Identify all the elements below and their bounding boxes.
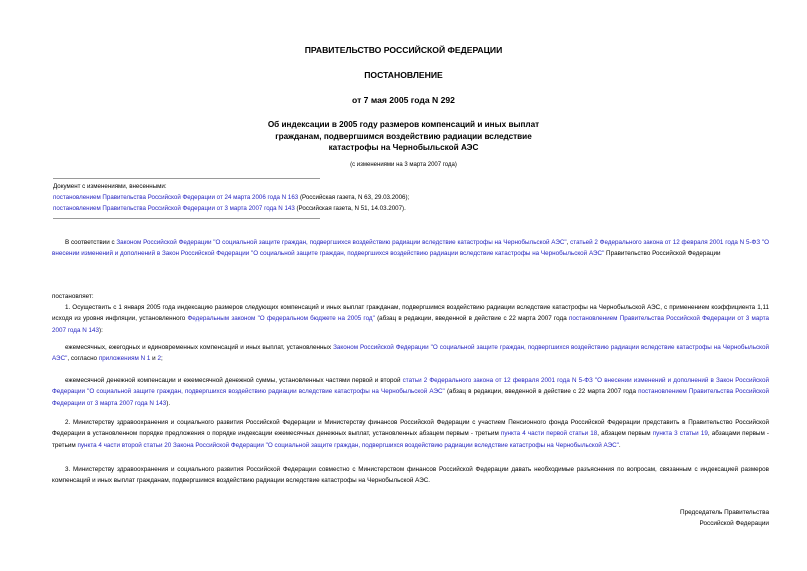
decides-heading: постановляет: — [52, 293, 94, 300]
paragraph-1: 1. Осуществить с 1 января 2005 года индексацию размеров следующих компенсаций и иных выплат гражданам, подвергшимся воздействию радиации вследствие катастрофы на Чернобыльской АЭС, с применением коэффициента 1,11 исходя из уровня инфляции, установленного Федеральным законом "О федеральном бюджете на 2005 год" (абзац в редакции, введенной в действие с 22 марта 2007 года постановлением Правительства Российской Федерации от 3 марта 2007 года N 143): — [52, 304, 770, 334]
document-type: ПОСТАНОВЛЕНИЕ — [364, 70, 443, 80]
law-link[interactable]: пункта 3 статьи 19 — [652, 430, 708, 438]
law-link[interactable]: Федеральным законом "О федеральном бюджете на 2005 год" — [187, 315, 375, 323]
preamble-paragraph: В соответствии с Законом Российской Федерации "О социальной защите граждан, подвергшихся воздействию радиации вследствие катастрофы на Чернобыльской АЭС", статьей 2 Федерального закона от 12 февраля 2001 года N 5-ФЗ "О внесении изменений и дополнений в Закон Российской Федерации "О социальной защите граждан, подвергшихся воздействию радиации вследствие катастрофы на Чернобыльской АЭС" Правительство Российской Федерации — [52, 239, 770, 258]
law-link[interactable]: Законом Российской Федерации "О социальной защите граждан, подвергшихся воздействию радиации вследствие катастрофы на Чернобыльской АЭС" — [116, 239, 567, 246]
law-link[interactable]: пункта 4 части первой статьи 18 — [500, 430, 598, 438]
divider — [53, 178, 320, 179]
signature-block — [680, 507, 769, 529]
document-title — [0, 119, 807, 154]
amendment-item — [53, 192, 409, 203]
paragraph-3: 3. Министерству здравоохранения и социального развития Российской Федерации совместно с Министерством финансов Российской Федерации давать необходимые разъяснения по вопросам, связанным с индексацией размеров компенсаций и иных выплат гражданам, подвергшимся воздействию радиации вследствие катастрофы на Чернобыльской АЭС. — [52, 466, 769, 485]
law-link[interactable]: статьи 2 Федерального закона от 12 февраля 2001 года N 5-ФЗ "О внесении изменений и дополнений в Закон Российской Федерации "О социальной защите граждан, подвергшихся воздействию радиации вследствие катастрофы на Чернобыльской АЭС" — [52, 377, 769, 396]
signature-title: Председатель Правительства — [680, 509, 769, 516]
title-line: катастрофы на Чернобыльской АЭС — [328, 143, 479, 152]
amendment-ref-link[interactable]: постановлением Правительства Российской Федерации от 3 марта 2007 года N 143 — [52, 388, 769, 407]
amendment-source: (Российская газета, N 63, 29.03.2006); — [298, 194, 410, 201]
appendix-link[interactable]: 2 — [157, 355, 161, 363]
issuing-authority: ПРАВИТЕЛЬСТВО РОССИЙСКОЙ ФЕДЕРАЦИИ — [304, 45, 503, 55]
document-date-number: от 7 мая 2005 года N 292 — [352, 95, 455, 105]
amendment-ref-link[interactable]: постановлением Правительства Российской Федерации от 3 марта 2007 года N 143 — [52, 315, 770, 334]
law-link[interactable]: Законом Российской Федерации "О социальной защите граждан, подвергшихся воздействию радиации вследствие катастрофы на Чернобыльской АЭС" — [52, 344, 769, 363]
amendments-intro: Документ с изменениями, внесенными: — [53, 183, 167, 190]
law-link[interactable]: статьей 2 Федерального закона от 12 февраля 2001 года N 5-ФЗ "О внесении изменений и дополнений в Закон Российской Федерации "О социальной защите граждан, подвергшихся воздействию радиации вследствие катастрофы на Чернобыльской АЭС" — [52, 239, 770, 258]
amendment-item — [53, 203, 409, 214]
paragraph-1-item-a: ежемесячных, ежегодных и единовременных компенсаций и иных выплат, установленных Законом Российской Федерации "О социальной защите граждан, подвергшихся воздействию радиации вследствие катастрофы на Чернобыльской АЭС", согласно приложениям N 1 и 2; — [52, 344, 769, 363]
changes-note: (с изменениями на 3 марта 2007 года) — [350, 162, 457, 168]
appendix-link[interactable]: приложениям N 1 — [98, 355, 151, 363]
paragraph-1-item-b: ежемесячной денежной компенсации и ежемесячной денежной суммы, установленных частями первой и второй статьи 2 Федерального закона от 12 февраля 2001 года N 5-ФЗ "О внесении изменений и дополнений в Закон Российской Федерации "О социальной защите граждан, подвергшихся воздействию радиации вследствие катастрофы на Чернобыльской АЭС" (абзац в редакции, введенной в действие с 22 марта 2007 года постановлением Правительства Российской Федерации от 3 марта 2007 года N 143). — [52, 377, 769, 407]
paragraph-2: 2. Министерству здравоохранения и социального развития Российской Федерации и Министерству финансов Российской Федерации с участием Пенсионного фонда Российской Федерации представить в Правительство Российской Федерации в установленном порядке предложения о порядке индексации ежемесячных денежных выплат, установленных абзацем первым - третьим пункта 4 части первой статьи 18, абзацем первым пункта 3 статьи 19, абзацами первым - третьим пункта 4 части второй статьи 20 Закона Российской Федерации "О социальной защите граждан, подвергшихся воздействию радиации вследствие катастрофы на Чернобыльской АЭС". — [52, 419, 769, 449]
amendment-link[interactable]: постановлением Правительства Российской Федерации от 24 марта 2006 года N 163 — [53, 194, 299, 201]
signature-org: Российской Федерации — [699, 520, 769, 527]
title-line: гражданам, подвергшимся воздействию радиации вследствие — [275, 131, 532, 141]
divider — [53, 218, 320, 219]
title-line: Об индексации в 2005 году размеров компенсаций и иных выплат — [267, 120, 540, 129]
amendment-source: (Российская газета, N 51, 14.03.2007). — [294, 205, 406, 212]
amendment-link[interactable]: постановлением Правительства Российской Федерации от 3 марта 2007 года N 143 — [53, 205, 295, 212]
law-link[interactable]: пункта 4 части второй статьи 20 Закона Российской Федерации "О социальной защите граждан, подвергшихся воздействию радиации вследствие катастрофы на Чернобыльской АЭС" — [77, 441, 619, 449]
amendments-block — [53, 181, 409, 214]
